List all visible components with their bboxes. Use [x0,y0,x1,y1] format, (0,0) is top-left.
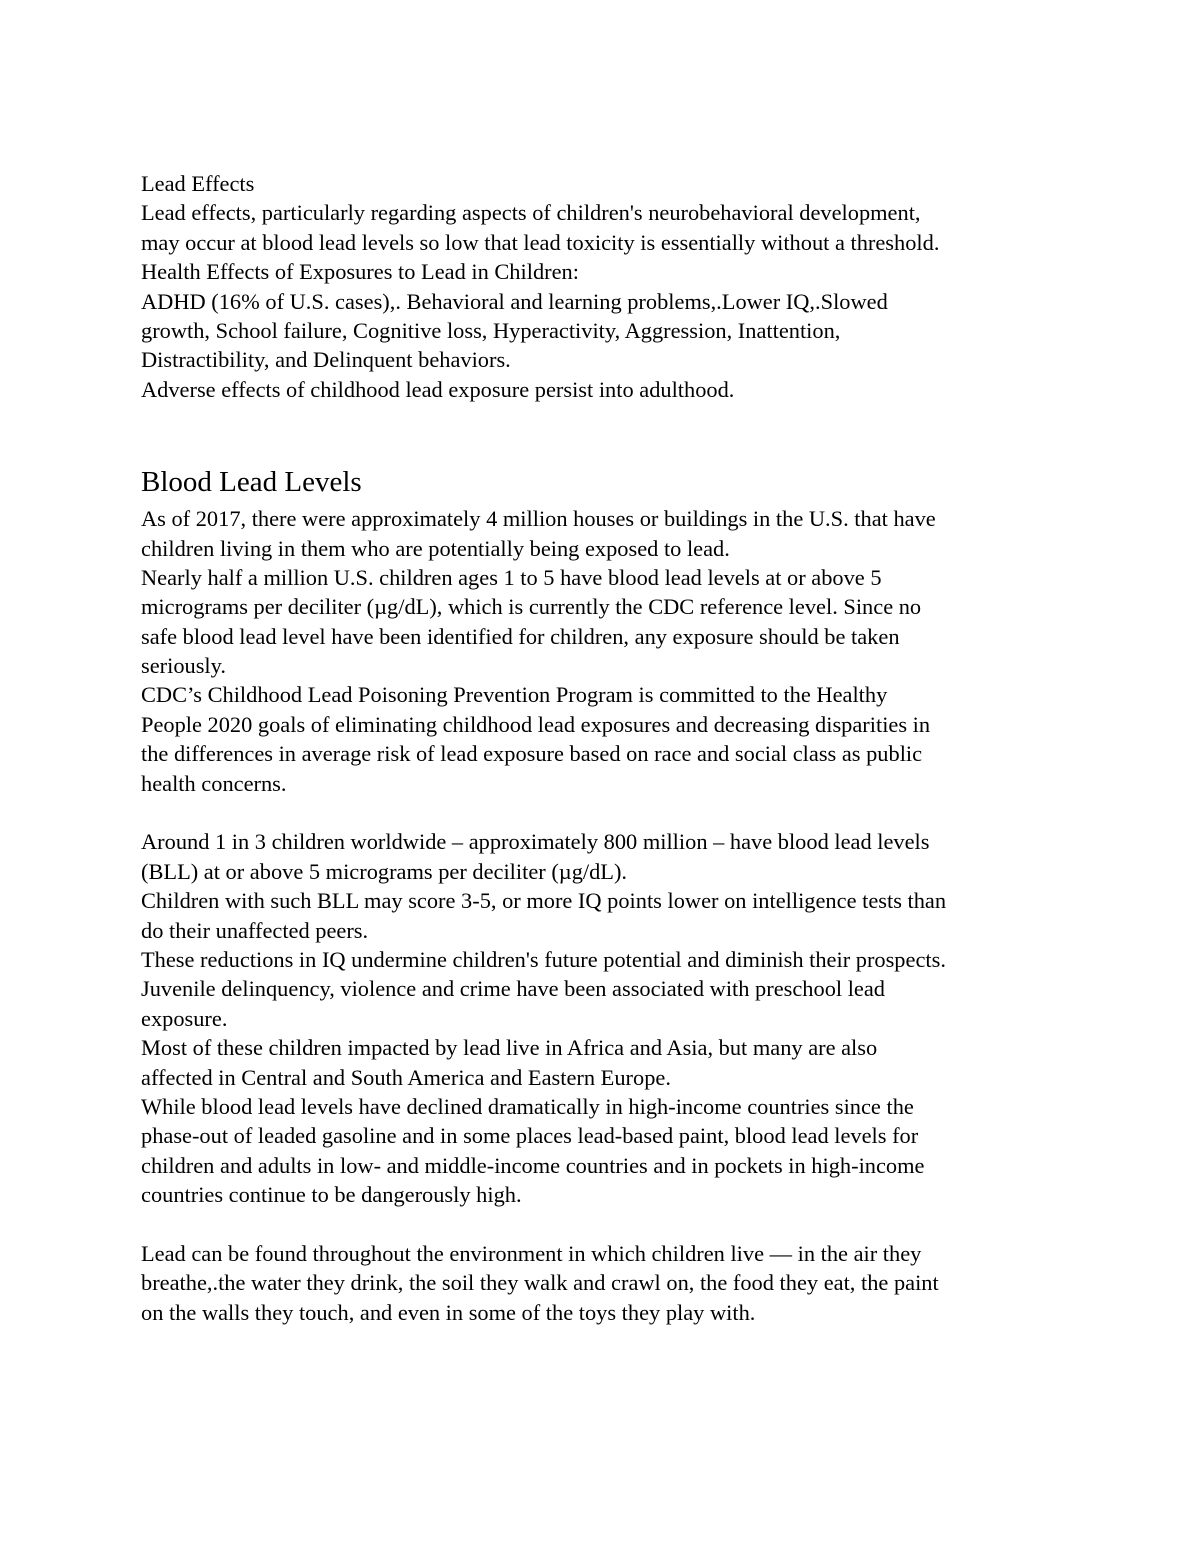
text-line: Juvenile delinquency, violence and crime have been associated with preschool lead [141,976,885,1002]
text-line: Lead effects, particularly regarding aspects of children's neurobehavioral development, [141,200,921,226]
text-line: Distractibility, and Delinquent behaviors. [141,347,511,373]
text-line: Children with such BLL may score 3-5, or more IQ points lower on intelligence tests than [141,888,947,914]
text-line: Nearly half a million U.S. children ages 1 to 5 have blood lead levels at or above 5 [141,564,882,590]
text-line: do their unaffected peers. [141,917,369,943]
text-line: children and adults in low- and middle-income countries and in pockets in high-income [141,1152,925,1178]
text-line: countries continue to be dangerously high. [141,1182,522,1208]
text-line: ADHD (16% of U.S. cases),. Behavioral and learning problems,.Lower IQ,.Slowed [141,288,888,314]
text-line: breathe,.the water they drink, the soil they walk and crawl on, the food they eat, the paint [141,1270,939,1296]
text-line: While blood lead levels have declined dramatically in high-income countries since the [141,1093,914,1119]
text-line: Around 1 in 3 children worldwide – approximately 800 million – have blood lead levels [141,829,930,855]
text-line: phase-out of leaded gasoline and in some places lead-based paint, blood lead levels for [141,1123,919,1149]
text-line: Health Effects of Exposures to Lead in Children: [141,259,579,285]
text-line: Most of these children impacted by lead live in Africa and Asia, but many are also [141,1035,878,1061]
text-line: may occur at blood lead levels so low that lead toxicity is essentially without a threshold. [141,229,940,255]
paragraph-spacer [141,1210,1141,1239]
section-title: Lead Effects [141,171,255,196]
text-line: (BLL) at or above 5 micrograms per deciliter (µg/dL). [141,858,628,884]
text-line: safe blood lead level have been identified for children, any exposure should be taken [141,623,900,649]
text-line: children living in them who are potentially being exposed to lead. [141,535,730,561]
text-line: These reductions in IQ undermine children's future potential and diminish their prospects. [141,946,946,972]
text-line: micrograms per deciliter (µg/dL), which is currently the CDC reference level. Since no [141,594,922,620]
text-line: seriously. [141,653,226,679]
text-line: the differences in average risk of lead exposure based on race and social class as public [141,741,923,767]
text-line: Adverse effects of childhood lead exposure persist into adulthood. [141,376,735,402]
text-line: People 2020 goals of eliminating childhood lead exposures and decreasing disparities in [141,711,931,737]
text-line: CDC’s Childhood Lead Poisoning Prevention Program is committed to the Healthy [141,682,888,708]
text-line: health concerns. [141,770,287,796]
text-line: on the walls they touch, and even in some of the toys they play with. [141,1299,756,1325]
text-line: affected in Central and South America and Eastern Europe. [141,1064,671,1090]
paragraph-spacer [141,798,1141,827]
text-line: exposure. [141,1005,228,1031]
document-body [141,169,1141,1327]
text-line: growth, School failure, Cognitive loss, Hyperactivity, Aggression, Inattention, [141,317,841,343]
text-line: Lead can be found throughout the environment in which children live — in the air they [141,1240,922,1266]
section-heading: Blood Lead Levels [141,466,362,499]
text-line: As of 2017, there were approximately 4 million houses or buildings in the U.S. that have [141,506,936,532]
